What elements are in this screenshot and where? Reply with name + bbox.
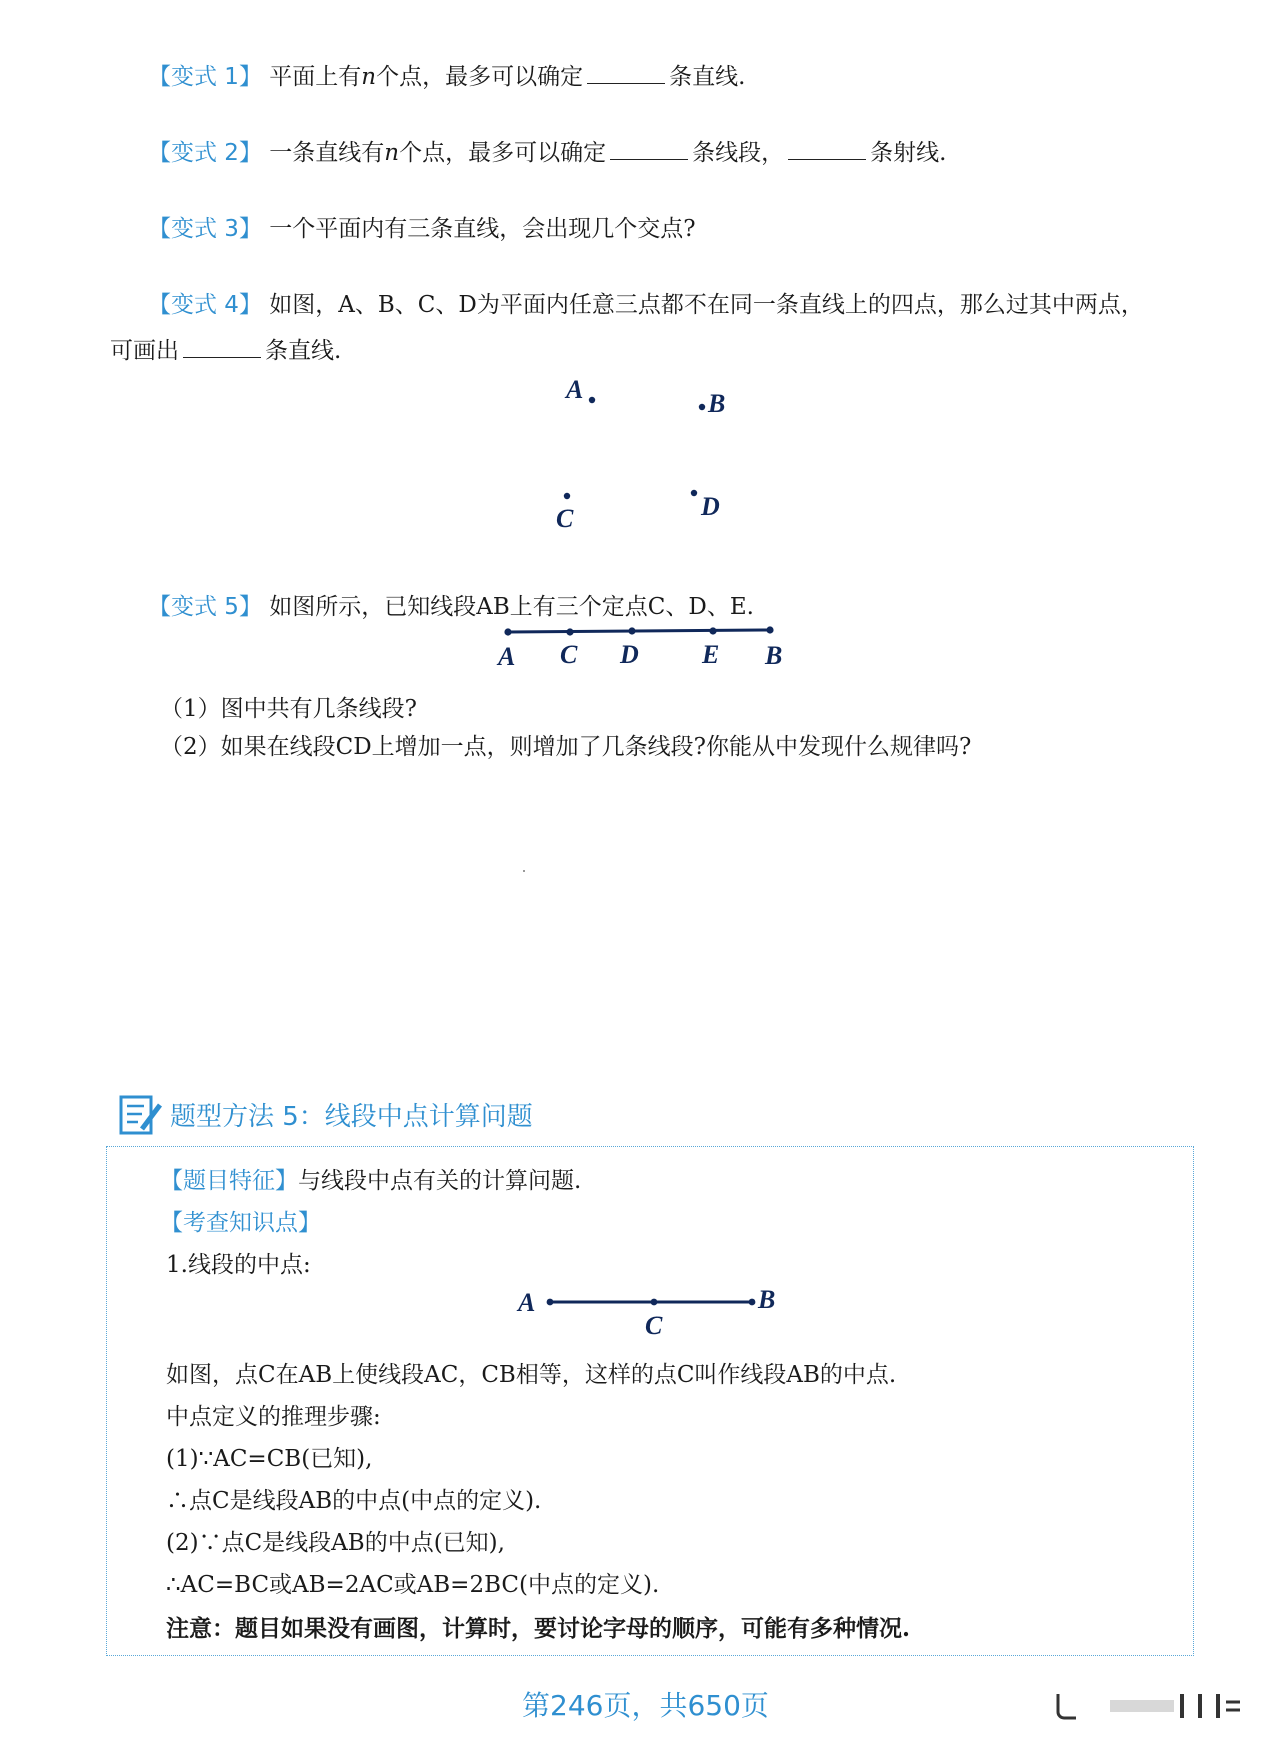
label-b: B — [708, 389, 726, 418]
segment-ab — [508, 630, 770, 632]
midpoint-label-a: A — [518, 1288, 536, 1317]
variant-3 — [148, 210, 696, 243]
reasoning-step-2b: ∴AC=BC或AB=2AC或AB=2BC(中点的定义). — [166, 1572, 660, 1598]
figure-four-points — [540, 370, 760, 540]
variant-2-text-b: 个点，最多可以确定 — [399, 140, 607, 166]
reasoning-step-1b: ∴点C是线段AB的中点(中点的定义). — [166, 1488, 542, 1514]
segment-label: E — [702, 640, 720, 669]
variant-2-text-a: 一条直线有 — [269, 140, 385, 166]
variant-5-tag: 【变式 5】 — [148, 594, 262, 620]
variant-3-tag: 【变式 3】 — [148, 216, 262, 242]
reasoning-step-1a: (1)∵AC=CB(已知), — [166, 1446, 373, 1472]
note: 注意：题目如果没有画图，计算时，要讨论字母的顺序，可能有多种情况. — [166, 1615, 911, 1642]
reasoning-step-2a: (2)∵点C是线段AB的中点(已知), — [166, 1530, 505, 1556]
segment-point — [504, 628, 511, 635]
answer-blank[interactable] — [183, 335, 261, 358]
variant-4-line2-post: 条直线. — [265, 338, 342, 364]
midpoint-figure-point — [547, 1299, 554, 1306]
segment-label: C — [560, 640, 578, 669]
variant-2 — [148, 134, 946, 167]
variant-1-tag: 【变式 1】 — [148, 64, 262, 90]
point-b — [699, 404, 705, 410]
variant-1-text-a: 平面上有 — [269, 64, 362, 90]
label-c: C — [556, 504, 574, 533]
segment-point — [766, 626, 773, 633]
segment-point — [628, 627, 635, 634]
point-d — [691, 490, 697, 496]
variant-4-line2-pre: 可画出 — [110, 338, 179, 364]
reasoning-title: 中点定义的推理步骤: — [166, 1404, 381, 1430]
answer-blank[interactable] — [610, 137, 688, 160]
variant-4 — [148, 286, 1144, 319]
midpoint-label-c: C — [645, 1311, 663, 1340]
segment-point — [566, 628, 573, 635]
feature-line — [160, 1162, 581, 1195]
knowledge-tag: 【考查知识点】 — [160, 1210, 321, 1236]
figure-segment-ab — [490, 616, 810, 672]
variant-1-text-c: 条直线. — [669, 64, 746, 90]
segment-label: B — [765, 641, 783, 670]
label-d: D — [701, 492, 720, 521]
notepad-pen-icon — [118, 1093, 164, 1137]
midpoint-figure-point — [749, 1299, 756, 1306]
figure-midpoint — [510, 1284, 790, 1340]
variant-4-tag: 【变式 4】 — [148, 292, 262, 318]
variant-3-text: 一个平面内有三条直线，会出现几个交点? — [269, 216, 696, 242]
segment-point — [709, 627, 716, 634]
variant-1-var: n — [361, 64, 377, 90]
midpoint-figure-point — [651, 1299, 658, 1306]
feature-tag: 【题目特征】 — [160, 1168, 298, 1194]
midpoint-label-b: B — [758, 1285, 776, 1314]
scan-toolbar-icon — [1050, 1690, 1250, 1726]
variant-4-line1: 如图，A、B、C、D为平面内任意三点都不在同一条直线上的四点，那么过其中两点， — [269, 292, 1144, 318]
variant-2-tag: 【变式 2】 — [148, 140, 262, 166]
segment-label: A — [498, 642, 516, 671]
variant-1 — [148, 58, 745, 91]
variant-5-text: 如图所示，已知线段AB上有三个定点C、D、E. — [269, 594, 754, 620]
variant-5-question-1: （1）图中共有几条线段? — [160, 696, 417, 722]
answer-blank[interactable] — [788, 137, 866, 160]
midpoint-definition: 如图，点C在AB上使线段AC，CB相等，这样的点C叫作线段AB的中点. — [166, 1362, 897, 1388]
knowledge-item-1: 1.线段的中点: — [166, 1252, 311, 1278]
scan-dot — [523, 870, 525, 872]
feature-text: 与线段中点有关的计算问题. — [298, 1168, 582, 1194]
variant-5-question-2: （2）如果在线段CD上增加一点，则增加了几条线段?你能从中发现什么规律吗? — [160, 734, 972, 760]
section-title: 题型方法 5：线段中点计算问题 — [170, 1102, 533, 1132]
point-c — [564, 493, 570, 499]
answer-blank[interactable] — [587, 61, 665, 84]
variant-2-text-c: 条线段， — [692, 140, 785, 166]
variant-1-text-b: 个点，最多可以确定 — [376, 64, 584, 90]
point-a — [589, 397, 595, 403]
label-a: A — [566, 375, 584, 404]
page-indicator: 第246页，共650页 — [522, 1689, 769, 1722]
variant-2-var: n — [384, 140, 400, 166]
variant-4-line2 — [110, 332, 341, 365]
variant-2-text-d: 条射线. — [870, 140, 947, 166]
segment-label: D — [620, 640, 639, 669]
